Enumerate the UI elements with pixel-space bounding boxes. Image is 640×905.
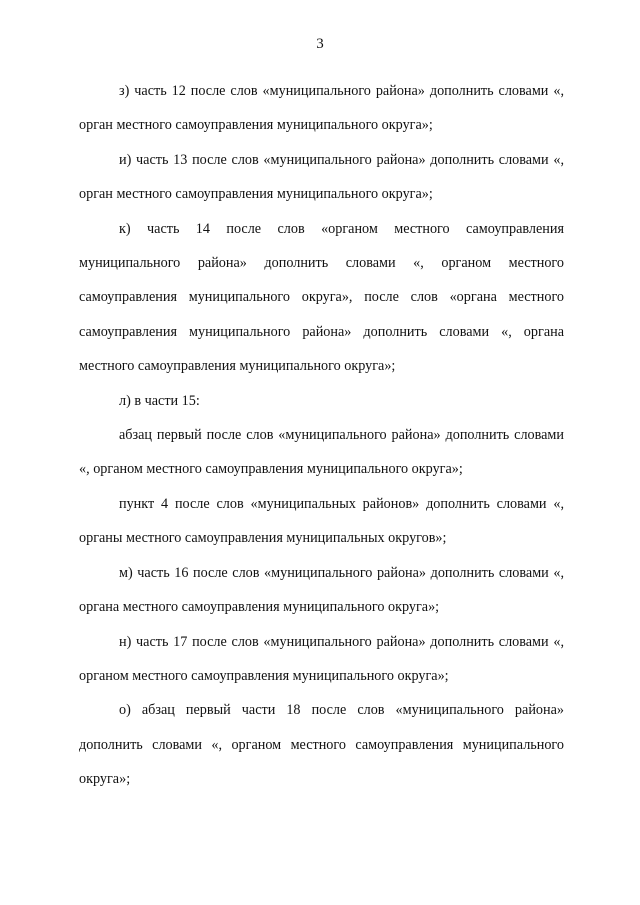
page-number: 3: [316, 36, 324, 52]
paragraph-m: м) часть 16 после слов «муниципального района» дополнить словами «, органа местного самоуправления муниципального округа»;: [79, 564, 564, 616]
paragraph-n: н) часть 17 после слов «муниципального района» дополнить словами «, органом местного самоуправления муниципального округа»;: [79, 633, 564, 684]
paragraph-k: к) часть 14 после слов «органом местного самоуправления муниципального района» дополнить словами «, органом местного самоуправления муниципального округа», после слов «органа местного самоуправления муниципального района» дополнить словами «, органа местного самоуправления муниципального округа»;: [79, 220, 564, 375]
paragraph-i: и) часть 13 после слов «муниципального района» дополнить словами «, орган местного самоуправления муниципального округа»;: [79, 151, 564, 203]
paragraph-l-abzac: абзац первый после слов «муниципального района» дополнить словами «, органом местного самоуправления муниципального округа»;: [79, 427, 564, 478]
paragraph-l: л) в части 15:: [119, 392, 200, 409]
document-body: [79, 74, 564, 797]
paragraph-o: о) абзац первый части 18 после слов «муниципального района» дополнить словами «, органом местного самоуправления муниципального округа»;: [79, 702, 564, 788]
paragraph-l-punkt: пункт 4 после слов «муниципальных районов» дополнить словами «, органы местного самоуправления муниципальных округов»;: [79, 495, 564, 547]
paragraph-z: з) часть 12 после слов «муниципального района» дополнить словами «, орган местного самоуправления муниципального округа»;: [79, 83, 564, 134]
